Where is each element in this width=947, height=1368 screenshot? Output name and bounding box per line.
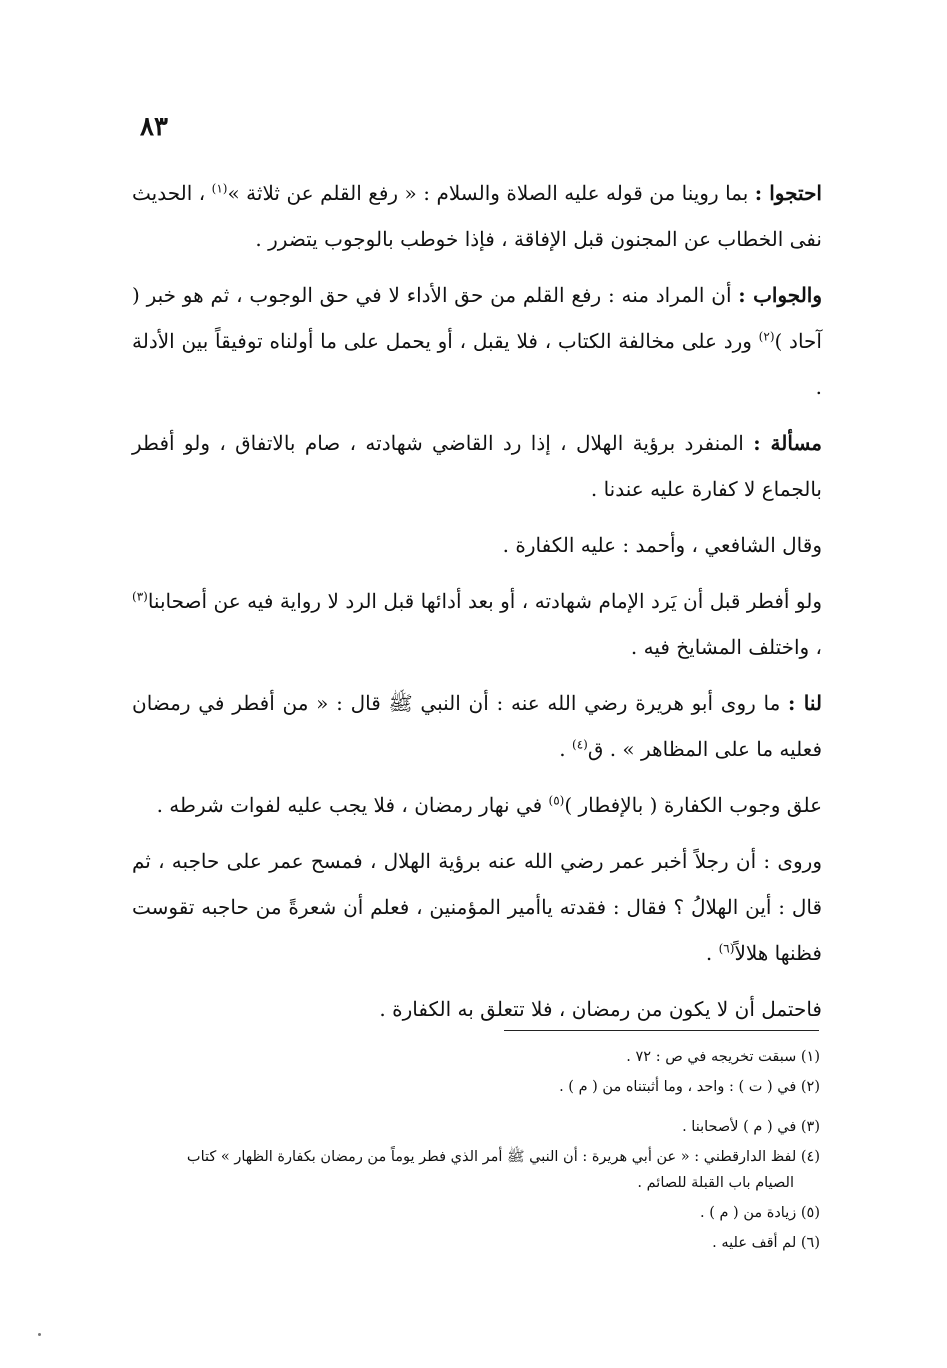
paragraph-lead: مسألة :	[753, 431, 823, 455]
paragraph-text: ، الحديث نفى الخطاب عن المجنون قبل الإفاقة ، فإذا خوطب بالوجوب يتضرر .	[132, 181, 822, 251]
footnote-text: زيادة من ( م ) .	[699, 1205, 797, 1221]
scan-speck	[38, 1333, 41, 1336]
paragraph-lead: لنا :	[788, 691, 822, 715]
paragraph-text: أن المراد منه : رفع القلم من حق الأداء لا في حق الوجوب ، ثم هو خبر ( آحاد )	[132, 283, 822, 353]
footnote	[128, 1230, 820, 1256]
footnote-continuation: الصيام باب القبلة للصائم .	[637, 1175, 794, 1191]
footnote-ref: (٢)	[758, 329, 775, 344]
footnote	[128, 1044, 820, 1070]
footnotes	[128, 1044, 820, 1260]
footnote-ref: (٤)	[572, 737, 588, 752]
paragraph	[132, 420, 822, 512]
footnote-number: (٥)	[800, 1205, 820, 1221]
paragraph-text: فاحتمل أن لا يكون من رمضان ، فلا تتعلق به الكفارة .	[379, 997, 822, 1021]
main-text	[132, 170, 822, 1042]
footnote-ref: (٥)	[548, 793, 565, 808]
paragraph	[132, 986, 822, 1032]
footnote-text: في ( ت ) : واحد ، وما أثبتناه من ( م ) .	[559, 1079, 797, 1095]
footnote	[128, 1200, 820, 1226]
paragraph	[132, 578, 822, 670]
footnote-text: لم أقف عليه .	[712, 1235, 797, 1251]
footnote	[128, 1074, 820, 1100]
footnote	[128, 1114, 820, 1140]
paragraph-text: .	[559, 737, 572, 761]
paragraph-text: علق وجوب الكفارة ( بالإفطار )	[564, 793, 822, 817]
page-number: ٨٣	[140, 112, 168, 142]
footnote-number: (٢)	[800, 1079, 820, 1095]
footnote-number: (٣)	[800, 1119, 820, 1135]
paragraph-lead: والجواب :	[738, 283, 823, 307]
paragraph-text: في نهار رمضان ، فلا يجب عليه لفوات شرطه .	[156, 793, 549, 817]
paragraph-text: ، واختلف المشايخ فيه .	[630, 635, 822, 659]
footnote-number: (٦)	[800, 1235, 820, 1251]
footnote-separator	[504, 1030, 819, 1031]
paragraph	[132, 680, 822, 772]
footnote-text: في ( م ) لأصحابنا .	[682, 1119, 797, 1135]
paragraph	[132, 272, 822, 410]
paragraph-text: وروى : أن رجلاً أخبر عمر رضي الله عنه برؤية الهلال ، فمسح عمر على حاجبه ، ثم قال : أين الهلالُ ؟ فقال : فقدته ياأمير المؤمنين ، فعلم أن شعرةً من حاجبه تقوست فظنها هلالاً	[132, 849, 822, 965]
paragraph-text: ورد على مخالفة الكتاب ، فلا يقبل ، أو يحمل على ما أولناه توفيقاً بين الأدلة .	[132, 329, 822, 399]
footnote-ref: (٣)	[132, 589, 148, 604]
paragraph-text: .	[705, 941, 719, 965]
paragraph	[132, 522, 822, 568]
footnote	[128, 1144, 820, 1196]
paragraph	[132, 170, 822, 262]
paragraph-text: بما روينا من قوله عليه الصلاة والسلام : « رفع القلم عن ثلاثة »	[227, 181, 755, 205]
paragraph	[132, 782, 822, 828]
footnote-ref: (٦)	[718, 941, 735, 956]
paragraph-lead: احتجوا :	[754, 181, 822, 205]
footnote-number: (١)	[800, 1049, 820, 1065]
footnote-text: سبقت تخريجه في ص : ٧٢ .	[626, 1049, 797, 1065]
footnote-ref: (١)	[211, 181, 228, 196]
paragraph-text: ما روى أبو هريرة رضي الله عنه : أن النبي ﷺ قال : « من أفطر في رمضان فعليه ما على المظاهر » . ق	[132, 691, 822, 761]
paragraph	[132, 838, 822, 976]
paragraph-text: وقال الشافعي ، وأحمد : عليه الكفارة .	[502, 533, 822, 557]
paragraph-text: المنفرد برؤية الهلال ، إذا رد القاضي شهادته ، صام بالاتفاق ، ولو أفطر بالجماع لا كفارة عليه عندنا .	[132, 431, 822, 501]
footnote-text: لفظ الدارقطني : « عن أبي هريرة : أن النبي ﷺ أمر الذي فطر يوماً من رمضان بكفارة الظهار » كتاب	[186, 1149, 797, 1165]
footnote-number: (٤)	[800, 1149, 820, 1165]
paragraph-text: ولو أفطر قبل أن يَرد الإمام شهادته ، أو بعد أدائها قبل الرد لا رواية فيه عن أصحابنا	[147, 589, 822, 613]
